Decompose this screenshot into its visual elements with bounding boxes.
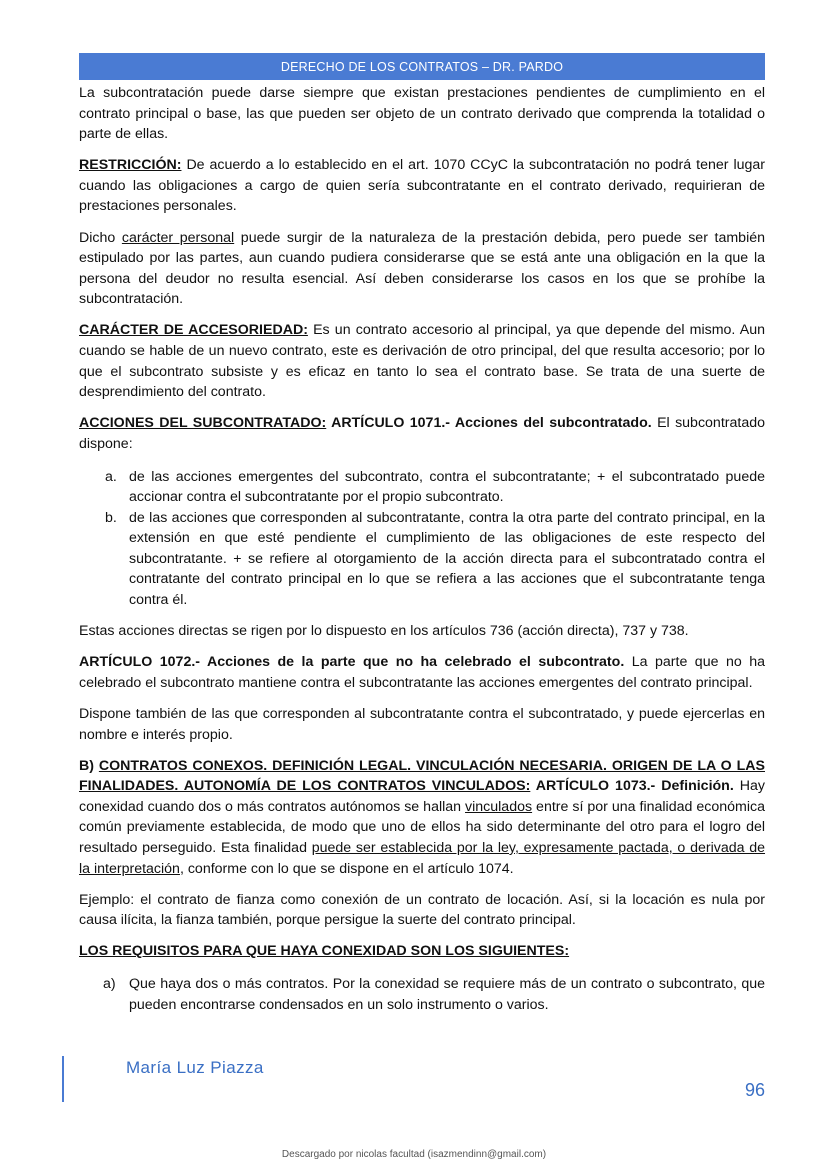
heading-restriccion: RESTRICCIÓN: bbox=[79, 157, 182, 174]
paragraph-text: puede surgir de la naturaleza de la prestación debida, pero puede ser también estipulado por las partes, aun cuando pudiera considerarse que se está ante una obligación en la que la persona del deudor no resulta esencial. Así deben considerarse los casos en los que se prohíbe la subcontratación. bbox=[79, 229, 766, 308]
list-item-text: de las acciones emergentes del subcontrato, contra el subcontratante; + el subcontratado puede accionar contra el subcontratante por el propio subcontrato. bbox=[129, 468, 765, 506]
article-title: ARTÍCULO 1072.- Acciones de la parte que no ha celebrado el subcontrato. bbox=[79, 654, 625, 671]
footer-divider bbox=[62, 1056, 64, 1102]
list-item bbox=[79, 508, 765, 611]
paragraph-text: Es un contrato accesorio al principal, ya que depende del mismo. Aun cuando se hable de un nuevo contrato, este es derivación de otro principal, del que resulta accesorio; por lo que el subcontrato subsiste y es eficaz en tanto lo sea el contrato base. Se trata de una suerte de desprendimiento del contrato. bbox=[79, 322, 765, 401]
paragraph-caracter-personal bbox=[79, 228, 765, 310]
requisitos-list bbox=[79, 974, 765, 1015]
list-item bbox=[79, 467, 765, 508]
page-header bbox=[79, 53, 765, 80]
paragraph-articulo-1072 bbox=[79, 652, 765, 693]
paragraph-text: Dicho bbox=[79, 229, 122, 246]
paragraph-accesoriedad bbox=[79, 320, 765, 402]
paragraph-text: La parte que no ha celebrado el subcontrato mantiene contra el subcontratante las acciones emergentes del contrato principal. bbox=[79, 654, 765, 691]
acciones-list bbox=[79, 467, 765, 611]
heading-accesoriedad: CARÁCTER DE ACCESORIEDAD: bbox=[79, 322, 308, 339]
list-item-text: de las acciones que corresponden al subcontratante, contra la otra parte del contrato principal, en la extensión en que esté pendiente el cumplimiento de las obligaciones de este respecto del subcontratante. + se refiere al otorgamiento de la acción directa para el subcontratado contra el contratante del contrato principal en lo que se refiera a las acciones que el subcontratante tenga contra él. bbox=[129, 509, 765, 609]
document-body bbox=[79, 83, 765, 1026]
paragraph-dispone: Dispone también de las que corresponden al subcontratante contra el subcontratado, y puede ejercerlas en nombre e interés propio. bbox=[79, 705, 765, 743]
header-title: DERECHO DE LOS CONTRATOS – DR. PARDO bbox=[280, 59, 564, 74]
section-prefix: B) bbox=[79, 757, 99, 774]
paragraph-ejemplo: Ejemplo: el contrato de fianza como conexión de un contrato de locación. Así, si la locación es nula por causa ilícita, la fianza también, porque persigue la suerte del contrato principal. bbox=[79, 891, 765, 929]
underlined-term: carácter personal bbox=[121, 229, 235, 246]
paragraph-acciones-directas: Estas acciones directas se rigen por lo dispuesto en los artículos 736 (acción directa), 737 y 738. bbox=[79, 623, 689, 640]
paragraph-text: Hay conexidad cuando dos o más contratos autónomos se hallan bbox=[79, 778, 765, 815]
list-marker: b. bbox=[105, 509, 117, 526]
paragraph-subcontratacion: La subcontratación puede darse siempre que existan prestaciones pendientes de cumplimiento en el contrato principal o base, las que pueden ser objeto de un contrato derivado que comprenda la totalidad o parte de ellas. bbox=[79, 85, 765, 143]
download-notice: Descargado por nicolas facultad (isazmendinn@gmail.com) bbox=[281, 1149, 547, 1160]
paragraph-text: El subcontratado dispone: bbox=[79, 415, 765, 452]
page-number: 96 bbox=[744, 1080, 765, 1100]
list-item-text: Que haya dos o más contratos. Por la conexidad se requiere más de un contrato o subcontrato, que pueden encontrarse condensados en un solo instrumento o varios. bbox=[129, 975, 765, 1013]
paragraph-acciones-subcontratado bbox=[79, 413, 765, 454]
heading-requisitos: LOS REQUISITOS PARA QUE HAYA CONEXIDAD SON LOS SIGUIENTES: bbox=[79, 943, 570, 960]
paragraph-text: De acuerdo a lo establecido en el art. 1070 CCyC la subcontratación no podrá tener lugar cuando las obligaciones a cargo de quien sería subcontratante en el contrato derivado, requirieran de prestaciones personales. bbox=[79, 157, 765, 215]
paragraph-text: , conforme con lo que se dispone en el artículo 1074. bbox=[179, 860, 514, 877]
paragraph-requisitos bbox=[79, 941, 765, 962]
paragraph-contratos-conexos bbox=[79, 756, 765, 880]
list-marker: a. bbox=[105, 468, 117, 485]
paragraph-restriccion bbox=[79, 155, 765, 217]
list-marker: a) bbox=[103, 975, 116, 992]
author-name: María Luz Piazza bbox=[126, 1058, 264, 1077]
list-item bbox=[79, 974, 765, 1015]
underlined-term: vinculados bbox=[465, 798, 533, 815]
underlined-term: puede ser establecida por la ley, expresamente pactada, o derivada de la interpretación bbox=[79, 840, 766, 877]
heading-contratos-conexos: CONTRATOS CONEXOS. DEFINICIÓN LEGAL. VINCULACIÓN NECESARIA. ORIGEN DE LA O LAS FINALIDADES. AUTONOMÍA DE LOS CONTRATOS VINCULADOS: bbox=[79, 757, 765, 795]
heading-acciones: ACCIONES DEL SUBCONTRATADO: bbox=[79, 415, 327, 432]
article-title: ARTÍCULO 1073.- Definición. bbox=[530, 778, 734, 795]
paragraph-text: entre sí por una finalidad económica común previamente establecida, de modo que uno de ellos ha sido determinante del otro para el logro del resultado perseguido. Esta finalidad bbox=[79, 798, 765, 856]
article-title: ARTÍCULO 1071.- Acciones del subcontratado. bbox=[326, 415, 652, 432]
